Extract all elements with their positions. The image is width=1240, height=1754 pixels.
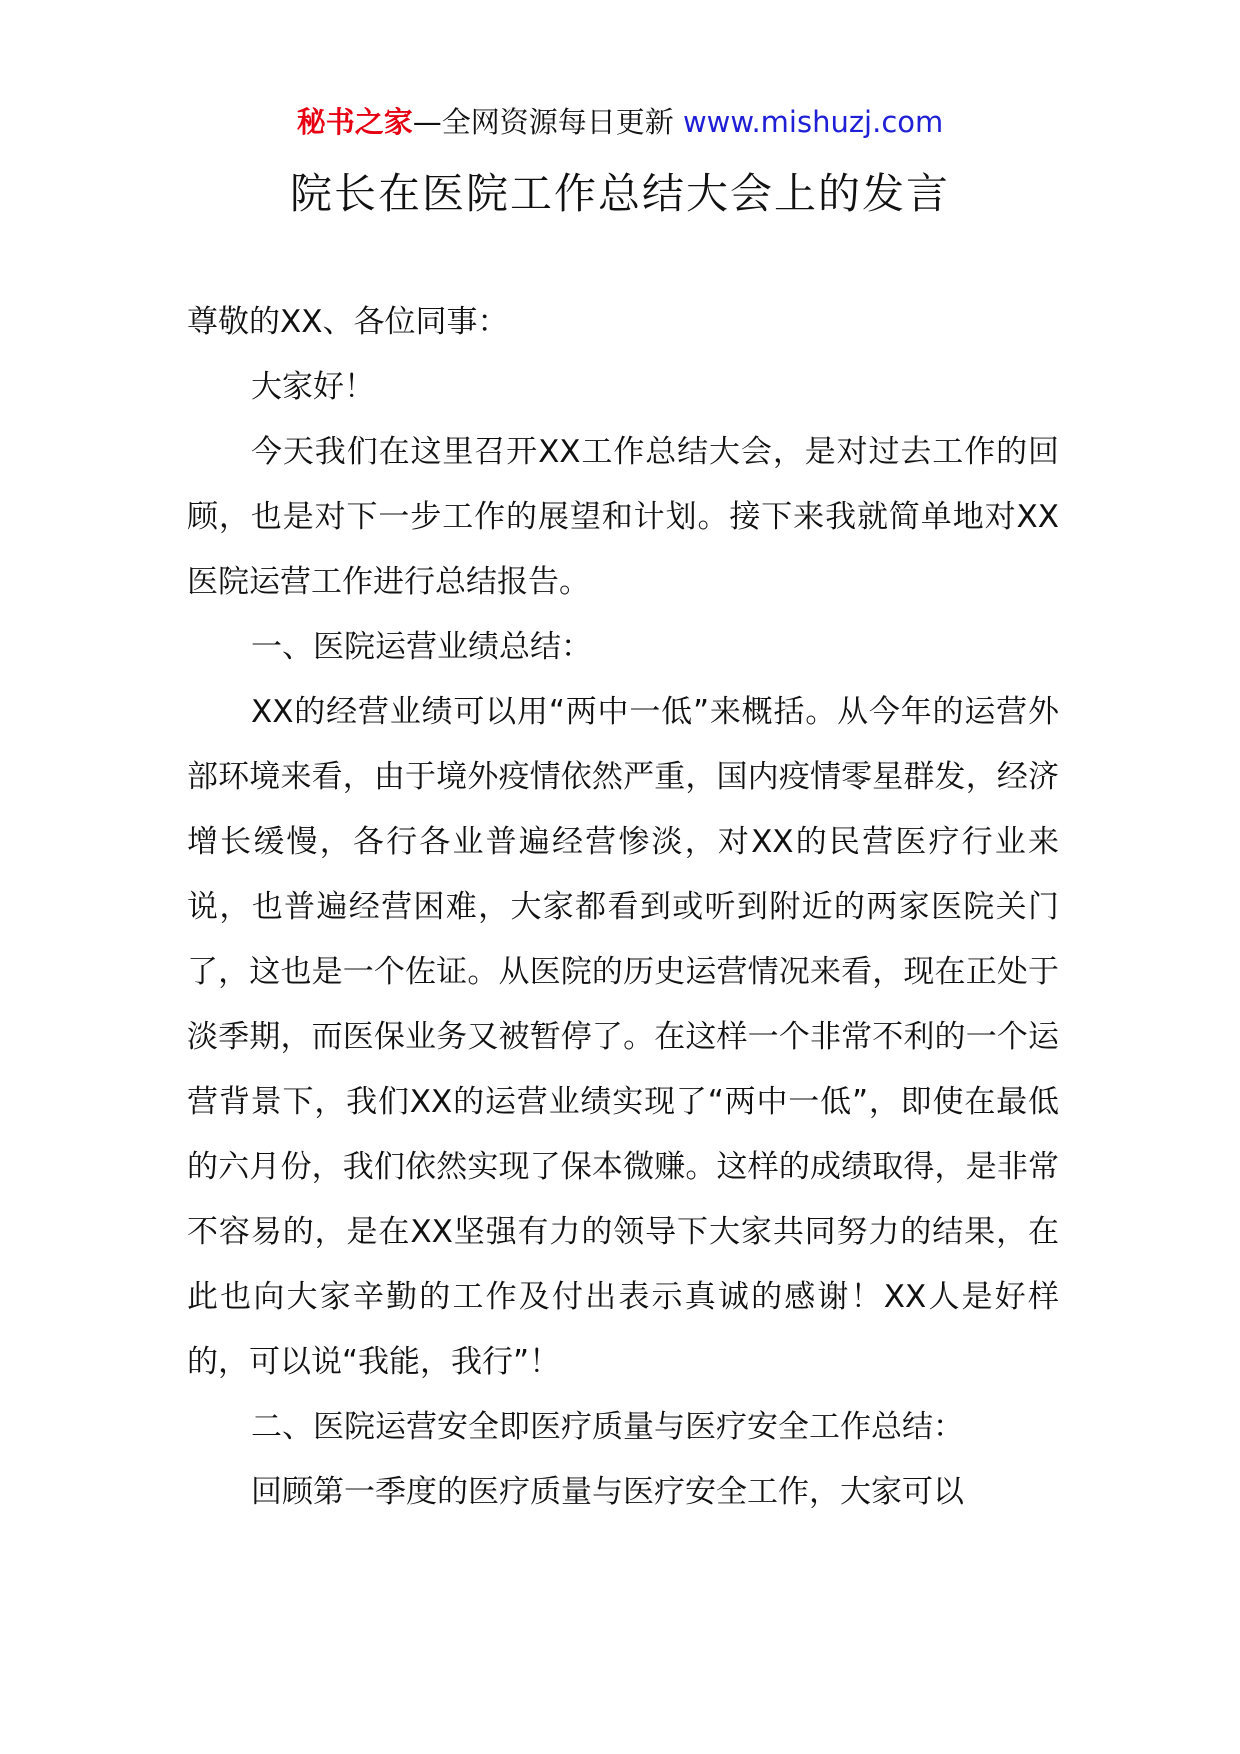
body-paragraph: XX的经营业绩可以用“两中一低”来概括。从今年的运营外部环境来看，由于境外疫情依然严重，国内疫情零星群发，经济增长缓慢，各行各业普遍经营惨淡，对XX的民营医疗行业来说，也普遍经营困难，大家都看到或听到附近的两家医院关门了，这也是一个佐证。从医院的历史运营情况来看，现在正处于淡季期，而医保业务又被暂停了。在这样一个非常不利的一个运营背景下，我们XX的运营业绩实现了“两中一低”，即使在最低的六月份，我们依然实现了保本微赚。这样的成绩取得，是非常不容易的，是在XX坚强有力的领导下大家共同努力的结果，在此也向大家辛勤的工作及付出表示真诚的感谢！XX人是好样的，可以说“我能，我行”！ (187, 694, 1059, 1380)
body-paragraph: 今天我们在这里召开XX工作总结大会，是对过去工作的回顾，也是对下一步工作的展望和计划。接下来我就简单地对XX医院运营工作进行总结报告。 (187, 434, 1059, 600)
salutation: 尊敬的XX、各位同事： (187, 304, 509, 340)
section-heading: 一、医院运营业绩总结： (251, 629, 592, 665)
document-title: 院长在医院工作总结大会上的发言 (289, 169, 950, 218)
site-brand: 秘书之家 (296, 105, 413, 139)
section-heading: 二、医院运营安全即医疗质量与医疗安全工作总结： (251, 1409, 964, 1445)
site-tagline: —全网资源每日更新 (412, 105, 683, 139)
document-body (187, 290, 1059, 1525)
greeting: 大家好！ (251, 369, 375, 405)
site-header (0, 102, 1240, 142)
site-url-link[interactable]: www.mishuzj.com (682, 105, 944, 139)
body-paragraph: 回顾第一季度的医疗质量与医疗安全工作，大家可以 (251, 1474, 964, 1510)
